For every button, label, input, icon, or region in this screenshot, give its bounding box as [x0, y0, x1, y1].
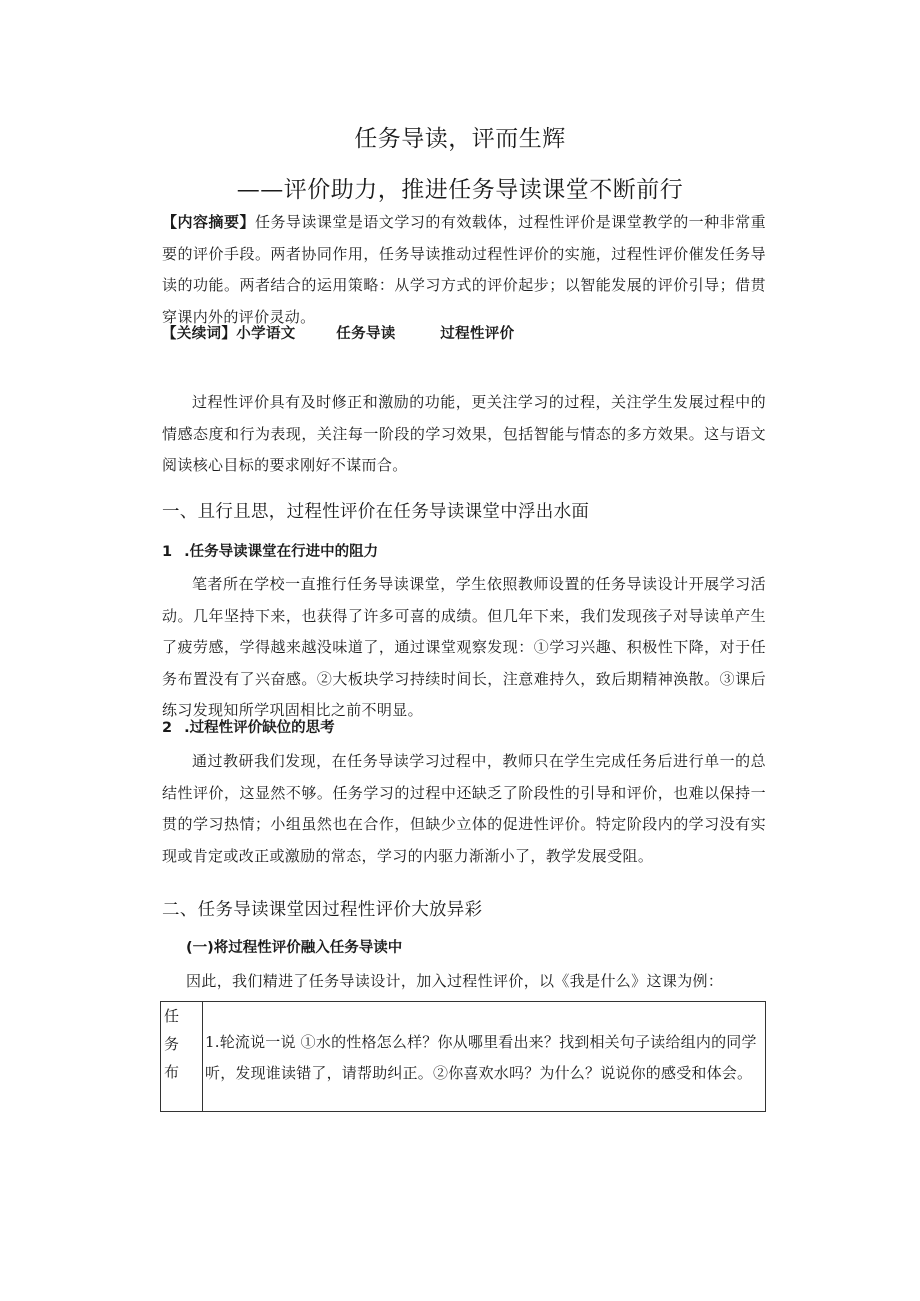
task-label-cell: [161, 1002, 203, 1112]
task-table: [160, 1001, 766, 1112]
keywords-label: 【关续词】: [162, 326, 237, 342]
task-label-char: 布: [164, 1063, 180, 1081]
sub-title: .过程性评价缺位的思考: [184, 720, 335, 736]
section-1-paragraph-2: 通过教研我们发现，在任务导读学习过程中，教师只在学生完成任务后进行单一的总结性评价，这显然不够。任务学习的过程中还缺乏了阶段性的引导和评价，也难以保持一贯的学习热情；小组虽然也在合作，但缺少立体的促进性评价。特定阶段内的学习没有实现或肯定或改正或激励的常态，学习的内驱力渐渐小了，教学发展受阻。: [162, 752, 766, 865]
document-subtitle: ——评价助力，推进任务导读课堂不断前行: [236, 177, 684, 203]
section-1-sub-1: [162, 540, 378, 561]
keywords-line: [162, 319, 766, 351]
section-1-heading: 一、且行且思，过程性评价在任务导读课堂中浮出水面: [162, 502, 590, 522]
intro-paragraph: 过程性评价具有及时修正和激励的功能，更关注学习的过程，关注学生发展过程中的情感态度和行为表现，关注每一阶段的学习效果，包括智能与情态的多方效果。这与语文阅读核心目标的要求刚好不谋而合。: [162, 393, 766, 474]
section-1-paragraph-1: 笔者所在学校一直推行任务导读课堂，学生依照教师设置的任务导读设计开展学习活动。几年坚持下来，也获得了许多可喜的成绩。但几年下来，我们发现孩子对导读单产生了疲劳感，学得越来越没味道了，通过课堂观察发现：①学习兴趣、积极性下降，对于任务布置没有了兴奋感。②大板块学习持续时间长，注意难持久，致后期精神涣散。③课后练习发现知所学巩固相比之前不明显。: [162, 575, 766, 719]
keyword-item: 小学语文: [236, 326, 296, 342]
section-2-sub-1: (一)将过程性评价融入任务导读中: [186, 940, 403, 956]
section-2-paragraph-1: 因此，我们精进了任务导读设计，加入过程性评价，以《我是什么》这课为例：: [186, 972, 724, 990]
keyword-item: 过程性评价: [440, 326, 515, 342]
keyword-item: 任务导读: [336, 326, 396, 342]
section-1-sub-2: [162, 716, 335, 737]
sub-number: 1: [162, 544, 173, 560]
sub-number: 2: [162, 720, 173, 736]
document-title: 任务导读，评而生辉: [354, 126, 566, 152]
sub-title: .任务导读课堂在行进中的阻力: [184, 544, 379, 560]
task-label-char: 务: [164, 1035, 180, 1053]
task-label-char: 任: [164, 1007, 180, 1025]
abstract-text: 任务导读课堂是语文学习的有效载体，过程性评价是课堂教学的一种非常重要的评价手段。两者协同作用，任务导读推动过程性评价的实施，过程性评价催发任务导读的功能。两者结合的运用策略：从学习方式的评价起步；以智能发展的评价引导；借贯穿课内外的评价灵动。: [162, 213, 766, 326]
abstract-label: 【内容摘要】: [162, 213, 255, 231]
task-content-cell: 1.轮流说一说 ①水的性格怎么样？你从哪里看出来？找到相关句子读给组内的同学听，发现谁读错了，请帮助纠正。②你喜欢水吗？为什么？说说你的感受和体会。: [203, 1002, 766, 1112]
abstract-paragraph: [162, 207, 766, 333]
section-2-heading: 二、任务导读课堂因过程性评价大放异彩: [162, 900, 483, 920]
